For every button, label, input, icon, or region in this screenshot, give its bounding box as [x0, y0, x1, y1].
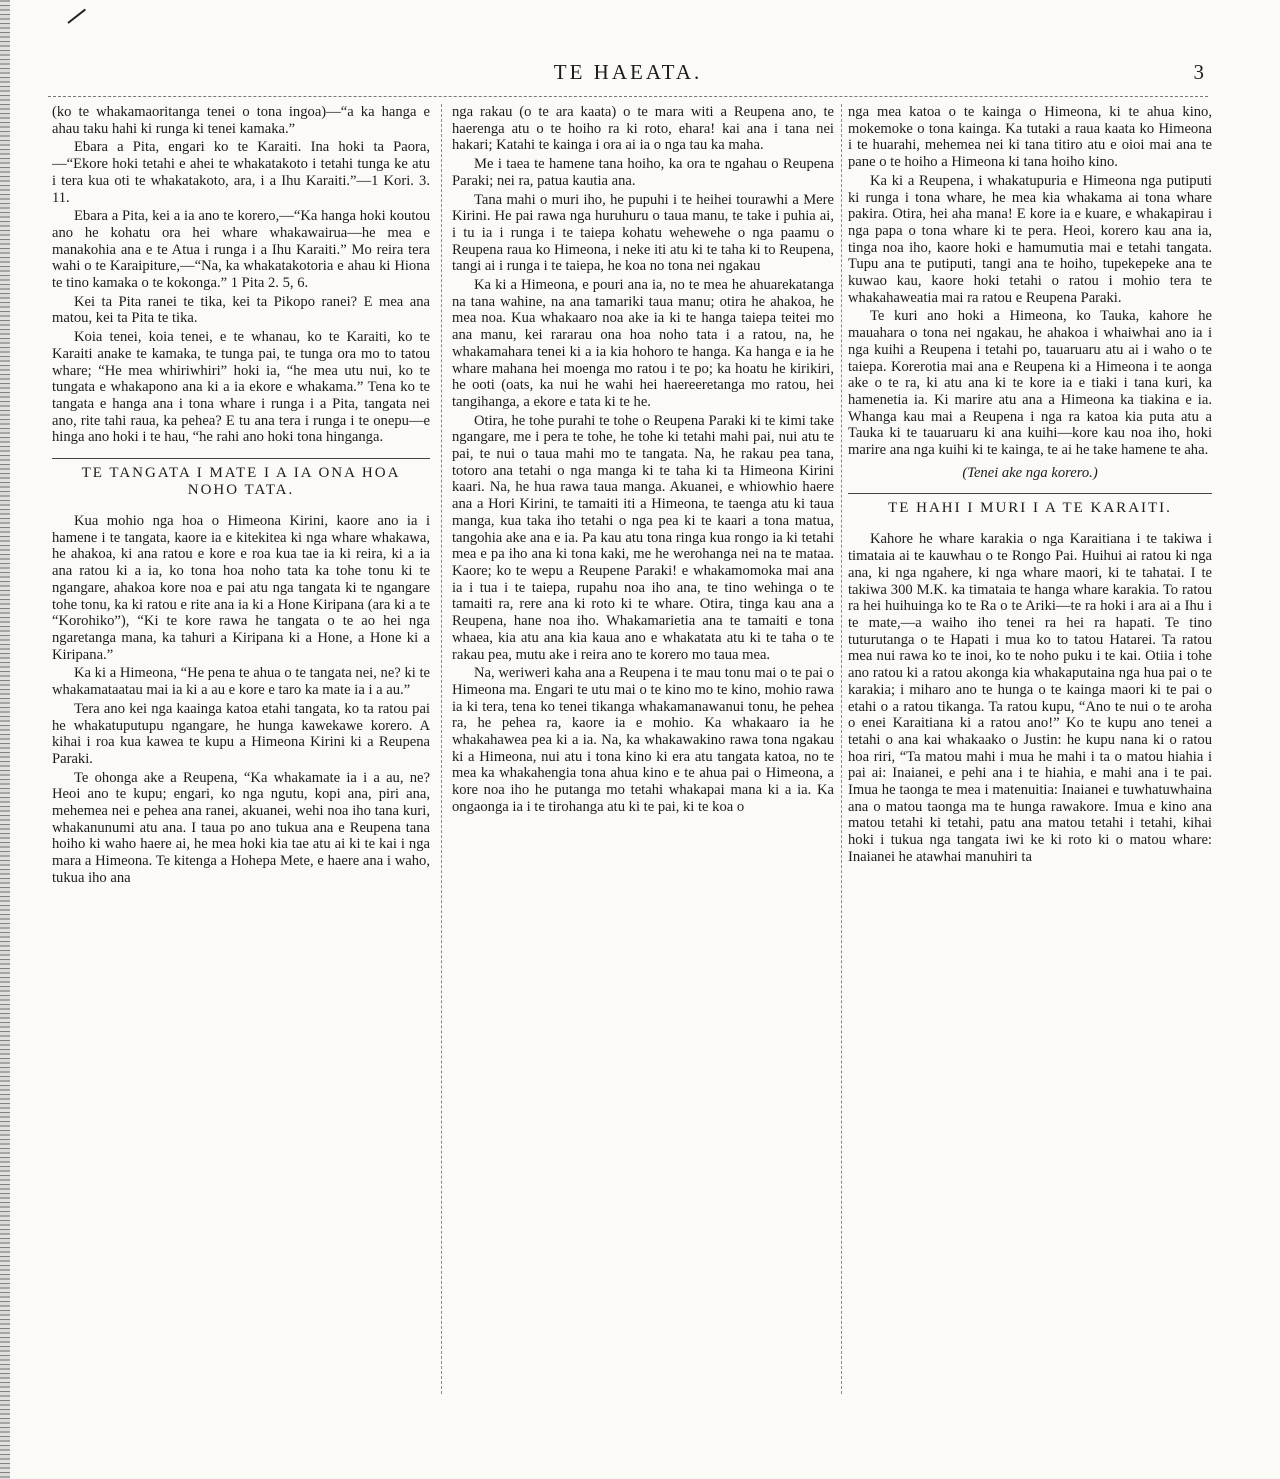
paragraph: Kua mohio nga hoa o Himeona Kirini, kaore ano ia i hamene i te tangata, kaore ia e kitekitea ki nga whare whakawa, he ahakoa, ki ana ratou e kore e roa kua tae ia ki reira, ki a ia ana ratou ki a ia, ko tona hoa noho tata ka tohe tonu ki te ngangare, ahakoa kore noa e pai atu nga tangata ki te ngangare tohe tonu, ka ki ratou e rite ana ia ki a Hone Kiripana (ara ki a te “Korohiko”), “Ki te kore rawa he tangata o te ao hei nga ngaretanga mana, ka tahuri a Kiripana ki a Hone, a Hone ki a Kiripana.”	[52, 513, 430, 663]
column-divider-2	[841, 104, 842, 1394]
column-2	[452, 104, 834, 1394]
column-1	[52, 104, 430, 1394]
header-rule	[48, 96, 1208, 97]
paragraph: Kahore he whare karakia o nga Karaitiana i te takiwa i timataia ai te kauwhau o te Rongo Pai. Huihui ai ratou ki nga ana, ki nga ngahere, ki nga whare maori, ki te tahatai. I te takiwa 300 M.K. ka timataia te hanga whare karakia. To ratou ra hei huihuinga ko te Ra o te Ariki—te ra hoki i ara ai a Ihu i te mate,—a waiho iho tenei ra hei ra hapati. Te tino tuturutanga o te Hapati i mua ko to tatou Hatarei. Ta ratou mea nui rawa ko te inoi, ko te noho puku i te kai. Otiia i tohe ano ratou ki a ratou akonga kia whakaputaina nga hua pai o te karakia; i miharo ano te hunga o te kainga maori ki te pai o etahi o a ratou tikanga. Ta ratou kupu, “Ano te nui o te aroha o enei Karaitiana ki a ratou ano!” Ko te kupu ano tenei a tetahi o ana kai whakaako o Justin: he kupu nana ki o ratou hoa riri, “Ta matou mahi i mua he mahi i ta o matou hiahia i pai ai: Inaianei, e pehi ana i te hiahia, e mahi ana i te pai. Imua he taonga te mea i matenuitia: Inaianei e tuwhatuwhaina ana o matou taonga ma te hunga rawakore. Imua e kino ana matou tetahi ki tetahi, patu ana matou tetahi i tetahi, kihai hoki i tukua nga tangata iwi ke ki roto ki o matou whare: Inaianei he atawhai manuhiri ta	[848, 531, 1212, 865]
continued-note: (Tenei ake nga korero.)	[962, 464, 1098, 481]
page-header	[48, 60, 1208, 90]
paragraph: Na, weriweri kaha ana a Reupena i te mau tonu mai o te pai o Himeona ma. Engari te utu mai o te kino mo te kino, mohio rawa ia ki tera, tena ko tenei tikanga whakamanawanui tonu, he pehea ra, he pehea ra, kaore ia e mohio. Ka whakaaro ia he whakahawea pea ki a ia. Na, ka whakawakino rawa tona ngakau ki a Himeona, nui atu i tona kino ki era atu tangata katoa, no te mea ka whakahengia tona ahua kino e te ahua pai o Himeona, a kore noa iho he putanga mo tetahi whakapai mana ki a ia. Ka ongaonga ia i te tirohanga atu ki te pai, ki te koa o	[452, 665, 834, 815]
paragraph: Tana mahi o muri iho, he pupuhi i te heihei tourawhi a Mere Kirini. He pai rawa nga huruhuru o taua manu, te take i puhia ai, i tu ia i runga i te taiepa kohatu wehewehe o nga paamu o Reupena raua ko Himeona, i neke iti atu ki te taha ki to Reupena, tangi ai i runga i te taiepa, he koa no tona nei ngakau	[452, 191, 834, 275]
paragraph: nga rakau (o te ara kaata) o te mara witi a Reupena ano, te haerenga atu o te hoiho ra ki roto, ehara! kai ana i tana nei hakari; Katahi te kainga i ora ai ia o nga tau ka maha.	[452, 104, 834, 154]
paragraph: nga mea katoa o te kainga o Himeona, ki te ahua kino, mokemoke o tona kainga. Ka tutaki a raua kaata ko Himeona i te huarahi, mehemea nei ki tana titiro atu e oioi mai ana te pane o te hoiho a Himeona ki tana hoiho kino.	[848, 104, 1212, 171]
page-number: 3	[1193, 60, 1204, 84]
paragraph: (ko te whakamaoritanga tenei o tona ingoa)—“a ka hanga e ahau taku hahi ki runga ki tenei kamaka.”	[52, 104, 430, 137]
column-divider-1	[441, 104, 442, 1394]
paragraph: Koia tenei, koia tenei, e te whanau, ko te Karaiti, ko te Karaiti anake te kamaka, te tunga pai, te tunga ora mo to tatou whare; “He mea whiriwhiri” hoki ia, “he mea utu nui, ko te tungata e whakapono ana ki a ia ekore e whakama.” Tena ko te tangata e hanga ana i tona whare i runga i a Pita, tangata nei ano, rite tahi raua, ka pehea? E tu ana tera i runga i te onepu—e hinga ano hoki i te hau, “he rahi ano hoki tona hinganga.	[52, 329, 430, 446]
paragraph: Ebara a Pita, engari ko te Karaiti. Ina hoki ta Paora,—“Ekore hoki tetahi e ahei te whakatakoto i tetahi tunga ke atu i tera kua oti te whakatakoto, ara, i a Ihu Karaiti.”—1 Kori. 3. 11.	[52, 139, 430, 206]
paragraph: Ebara a Pita, kei a ia ano te korero,—“Ka hanga hoki koutou ano he kohatu ora hei whare whakawairua—he mea e manakohia ana e te Atua i runga i a Ihu Karaiti.” Mo reira tera wahi o te Karaipiture,—“Na, ka whakatakotoria e ahau ki Hiona te tino kamaka o te kokonga.” 1 Pita 2. 5, 6.	[52, 208, 430, 292]
paragraph: Ka ki a Reupena, i whakatupuria e Himeona nga putiputi ki runga i tona whare, he mea kia whakama ai tona whare pakira. Otira, hei aha mana! E kore ia e kuare, e whakapirau i nga papa o tona whare ki te pera. Heoi, korero kau ana ia, tinga noa iho, kaore hoki e hamumutia mai e tetahi tangata. Tupu ana te putiputi, tangi ana te hoiho, tupekepeke ana te kuwao kau, kaore hoki tetahi o ratou i mohio tera te whakahaweatia mai ra ratou e Reupena Paraki.	[848, 172, 1212, 306]
newspaper-title: TE HAEATA.	[553, 60, 703, 84]
column-3	[848, 104, 1212, 1394]
paragraph: Ka ki a Himeona, e pouri ana ia, no te mea he ahuarekatanga na tana wahine, na ana tamariki taua manu; otira he ahakoa, he mea noa. Kua whakaaro noa ake ia ki te hanga taiepa teitei mo ana manu, kei rararau ona hoa noho tata i a ratou, na, he whakamahara tenei ki a ia kia hohoro te hanga. Ka hanga e ia he whare mahana hei moenga mo ratou i te po; ka hoatu he kirikiri, he ooti (oats, ka nui he wahi hei haereeretanga mo ratou, hei tangihanga, a ekore e tata ki te he.	[452, 277, 834, 410]
paragraph: Ka ki a Himeona, “He pena te ahua o te tangata nei, ne? ki te whakamataatau mai ia ki a au e kore e taro ka mate ia i a au.”	[52, 665, 430, 699]
paragraph: Tera ano kei nga kaainga katoa etahi tangata, ko ta ratou pai he whakatuputupu ngangare, he hunga kawekawe korero. A kihai i roa kua kawea te kupu a Himeona Kirini ki a Reupena Paraki.	[52, 700, 430, 767]
paragraph: Te kuri ano hoki a Himeona, ko Tauka, kahore he mauahara o tona nei ngakau, he ahakoa i whaiwhai ano ia i nga kuihi a Reupena i tetahi po, tauaruaru atu ai i waho o te taiepa. Korerotia mai ana e Reupena ki a Himeona i te aonga ake o te ra, ki atu ana ki te kore ia e tiaki i tana kuri, ka hamenetia ia. Ki marire atu ana a Himeona ka tiakina e ia. Whanga kau mai a Reupena i nga ra katoa kia puta atu a Tauka ki te tauaruaru ki ana kuihi—kore kau noa iho, hoki marire ana nga kuihi ki te kainga, te ai he take hamene te aha.	[848, 308, 1212, 459]
paragraph: Otira, he tohe purahi te tohe o Reupena Paraki ki te kimi take ngangare, me i pera te tohe, he tohe ki tetahi mahi pai, nui atu te pai, te nui o taua mahi mo te tangata. Na, he rakau pea tana, totoro ana tetahi o nga manga ki te taha ki ta Himeona Kirini kaari. Na, he hua rawa taua manga. Akuanei, e whiowhio haere ana a Hori Kirini, te tamaiti iti a Himeona, te taenga atu ki taua manga, kua taka iho tetahi o nga pea ki te kaari a tona matua, tangohia ake ana e ia. Pa kau atu tona ringa kua rongo ia ki tetahi mea e pa iho ana ki tona kaki, me he werohanga nei na te mataa. Kaore; ko te wepu a Reupene Paraki! e whakamomoka mai ana ia i tua i te taiepa, rupahu noa iho ana, te tino wehinga o te tamaiti ra, rere ana ki roto ki te whare. Otira, tinga kau ana a Reupena, hane noa iho. Whakamarietia ana te tamaiti e tona whaea, kia atu ana kia kaua ano e whakatata atu ki te taha o te rakau pea, mutu ake i reira ano te korero mo taua mea.	[452, 412, 834, 663]
paragraph: Me i taea te hamene tana hoiho, ka ora te ngahau o Reupena Paraki; nei ra, patua kautia ana.	[452, 156, 834, 189]
section-rule	[848, 493, 1212, 494]
scan-edge-strip	[0, 0, 10, 1479]
section-rule	[52, 458, 430, 459]
paragraph: Te ohonga ake a Reupena, “Ka whakamate ia i a au, ne? Heoi ano te kupu; engari, ko nga ngutu, kopi ana, piri ana, mehemea nei e pehea ana ranei, akuanei, wehi noa iho tana kuri, whakanunumi atu ana. I taua po ano tukua ana e Reupena tana hoiho ki waho haere ai, he mea hoki kia tae atu ai ki te kai i nga mara a Himeona. Te kitenga a Hohepa Mete, e haere ana i waho, tukua iho ana	[52, 769, 430, 886]
paragraph: Kei ta Pita ranei te tika, kei ta Pikopo ranei? E mea ana matou, kei ta Pita te tika.	[52, 293, 430, 327]
pen-mark	[67, 9, 86, 24]
article-title: TE TANGATA I MATE I A IA ONA HOA NOHO TATA.	[81, 465, 401, 499]
article-title: TE HAHI I MURI I A TE KARAITI.	[888, 500, 1172, 517]
